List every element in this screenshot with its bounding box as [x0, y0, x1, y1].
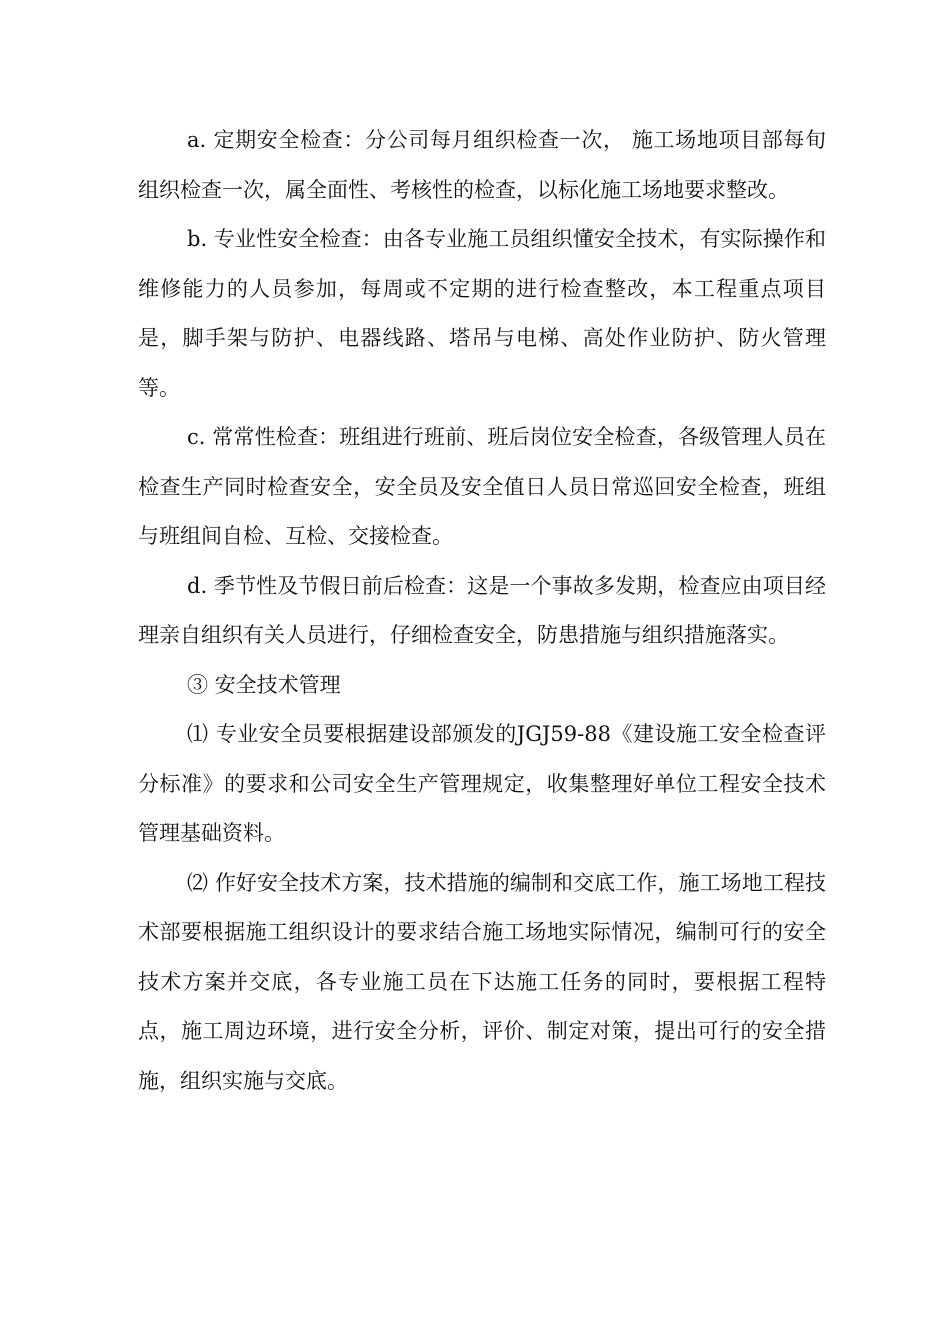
section-heading-safety-tech-management: ③ 安全技术管理 — [187, 672, 341, 697]
paragraph-specialized-inspection: b. 专业性安全检查：由各专业施工员组织懂安全技术，有实际操作和维修能力的人员参加，每周或不定期的进行检查整改，本工程重点项目是，脚手架与防护、电器线路、塔吊与电梯、高处作业防护、防火管理等。 — [138, 227, 826, 400]
document-body — [138, 116, 826, 1106]
paragraph-periodic-inspection: a. 定期安全检查：分公司每月组织检查一次， 施工场地项目部每旬组织检查一次，属全面性、考核性的检查，以标化施工场地要求整改。 — [138, 128, 826, 202]
paragraph-routine-inspection: c. 常常性检查：班组进行班前、班后岗位安全检查，各级管理人员在检查生产同时检查安全，安全员及安全值日人员日常巡回安全检查，班组与班组间自检、互检、交接检查。 — [138, 425, 826, 548]
paragraph-item-2: ⑵ 作好安全技术方案，技术措施的编制和交底工作，施工场地工程技术部要根据施工组织设计的要求结合施工场地实际情况，编制可行的安全技术方案并交底，各专业施工员在下达施工任务的同时，要根据工程特点，施工周边环境，进行安全分析，评价、制定对策，提出可行的安全措施，组织实施与交底。 — [138, 870, 826, 1093]
paragraph-item-1: ⑴ 专业安全员要根据建设部颁发的JGJ59-88《建设施工安全检查评分标准》的要求和公司安全生产管理规定，收集整理好单位工程安全技术管理基础资料。 — [138, 722, 826, 845]
paragraph-seasonal-inspection: d. 季节性及节假日前后检查：这是一个事故多发期，检查应由项目经理亲自组织有关人员进行，仔细检查安全，防患措施与组织措施落实。 — [138, 573, 826, 647]
